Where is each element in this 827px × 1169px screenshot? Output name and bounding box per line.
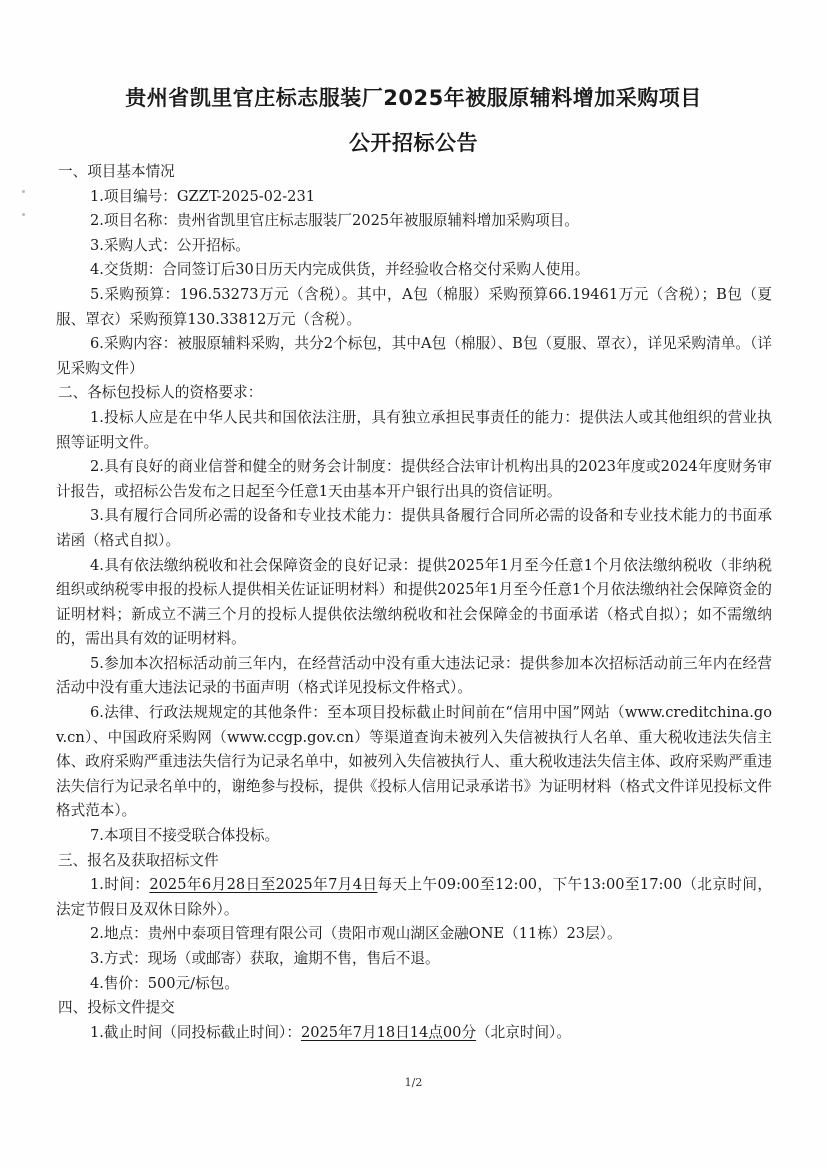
registration-location: 2.地点：贵州中泰项目管理有限公司（贵阳市观山湖区金融ONE（11栋）23层）。 bbox=[90, 925, 622, 943]
registration-time-prefix: 1.时间： bbox=[90, 876, 150, 894]
document-subtitle: 公开招标公告 bbox=[349, 131, 478, 155]
qualification-item: 6.法律、行政法规规定的其他条件：至本项目投标截止时间前在“信用中国”网站（www.creditchina.gov.cn）、中国政府采购网（www.ccgp.gov.cn）等渠道查询未被列入失信被执行人名单、重大税收违法失信主体、政府采购严重违法失信行为记录名单中，如被列入失信被执行人、重大税收违法失信主体、政府采购严重违法失信行为记录名单中的，谢绝参与投标，提供《投标人信用记录承诺书》为证明材料（格式文件详见投标文件格式范本）。 bbox=[56, 704, 772, 820]
section-heading-basic-info: 一、项目基本情况 bbox=[58, 163, 175, 180]
submission-deadline bbox=[56, 1021, 772, 1046]
scan-speck bbox=[22, 213, 25, 216]
registration-method: 3.方式：现场（或邮寄）获取，逾期不售，售后不退。 bbox=[90, 950, 440, 967]
delivery-period: 4.交货期：合同签订后30日历天内完成供货，并经验收合格交付采购人使用。 bbox=[90, 261, 590, 279]
qualification-item: 2.具有良好的商业信誉和健全的财务会计制度：提供经合法审计机构出具的2023年度或2024年度财务审计报告，或招标公告发布之日起至今任意1天由基本开户银行出具的资信证明。 bbox=[56, 458, 772, 500]
registration-time bbox=[56, 873, 772, 922]
deadline-datetime: 2025年7月18日14点00分 bbox=[300, 1023, 477, 1041]
page-number: 1/2 bbox=[404, 1076, 423, 1089]
scan-speck bbox=[22, 190, 25, 193]
qualification-item: 1.投标人应是在中华人民共和国依法注册，具有独立承担民事责任的能力：提供法人或其他组织的营业执照等证明文件。 bbox=[56, 408, 772, 451]
document-price: 4.售价：500元/标包。 bbox=[90, 974, 239, 992]
project-number: 1.项目编号：GZZT-2025-02-231 bbox=[90, 187, 316, 205]
section-heading-registration: 三、报名及获取招标文件 bbox=[58, 851, 219, 869]
procurement-budget: 5.采购预算：196.53273万元（含税）。其中，A包（棉服）采购预算66.19461万元（含税）；B包（夏服、罩衣）采购预算130.33812万元（含税）。 bbox=[56, 285, 772, 328]
registration-time-suffix: 每天上午09:00至12:00，下午13:00至17:00（北京时间，法定节假日及双休日除外）。 bbox=[56, 876, 772, 918]
qualification-item: 5.参加本次招标活动前三年内，在经营活动中没有重大违法记录：提供参加本次招标活动前三年内在经营活动中没有重大违法记录的书面声明（格式详见投标文件格式）。 bbox=[56, 654, 772, 697]
section-heading-qualifications: 二、各标包投标人的资格要求： bbox=[58, 384, 263, 402]
qualification-item: 3.具有履行合同所必需的设备和专业技术能力：提供具备履行合同所必需的设备和专业技术能力的书面承诺函（格式自拟）。 bbox=[56, 507, 772, 549]
document-title: 贵州省凯里官庄标志服装厂2025年被服原辅料增加采购项目 bbox=[125, 86, 702, 110]
procurement-method: 3.采购人式：公开招标。 bbox=[90, 236, 250, 254]
project-name: 2.项目名称：贵州省凯里官庄标志服装厂2025年被服原辅料增加采购项目。 bbox=[90, 212, 579, 230]
procurement-content: 6.采购内容：被服原辅料采购，共分2个标包，其中A包（棉服）、B包（夏服、罩衣），详见采购清单。（详见采购文件） bbox=[56, 335, 772, 377]
document-body bbox=[56, 160, 772, 1045]
deadline-prefix: 1.截止时间（同投标截止时间）： bbox=[90, 1023, 301, 1041]
section-heading-submission: 四、投标文件提交 bbox=[58, 999, 175, 1017]
deadline-suffix: （北京时间）。 bbox=[476, 1023, 571, 1041]
qualification-item: 7.本项目不接受联合体投标。 bbox=[90, 827, 280, 845]
qualification-item: 4.具有依法缴纳税收和社会保障资金的良好记录：提供2025年1月至今任意1个月依法缴纳税收（非纳税组织或纳税零申报的投标人提供相关佐证证明材料）和提供2025年1月至今任意1个月依法缴纳社会保障资金的证明材料；新成立不满三个月的投标人提供依法缴纳税收和社会保障金的书面承诺（格式自拟）；如不需缴纳的，需出具有效的证明材料。 bbox=[56, 556, 772, 648]
registration-date-range: 2025年6月28日至2025年7月4日 bbox=[149, 876, 378, 894]
